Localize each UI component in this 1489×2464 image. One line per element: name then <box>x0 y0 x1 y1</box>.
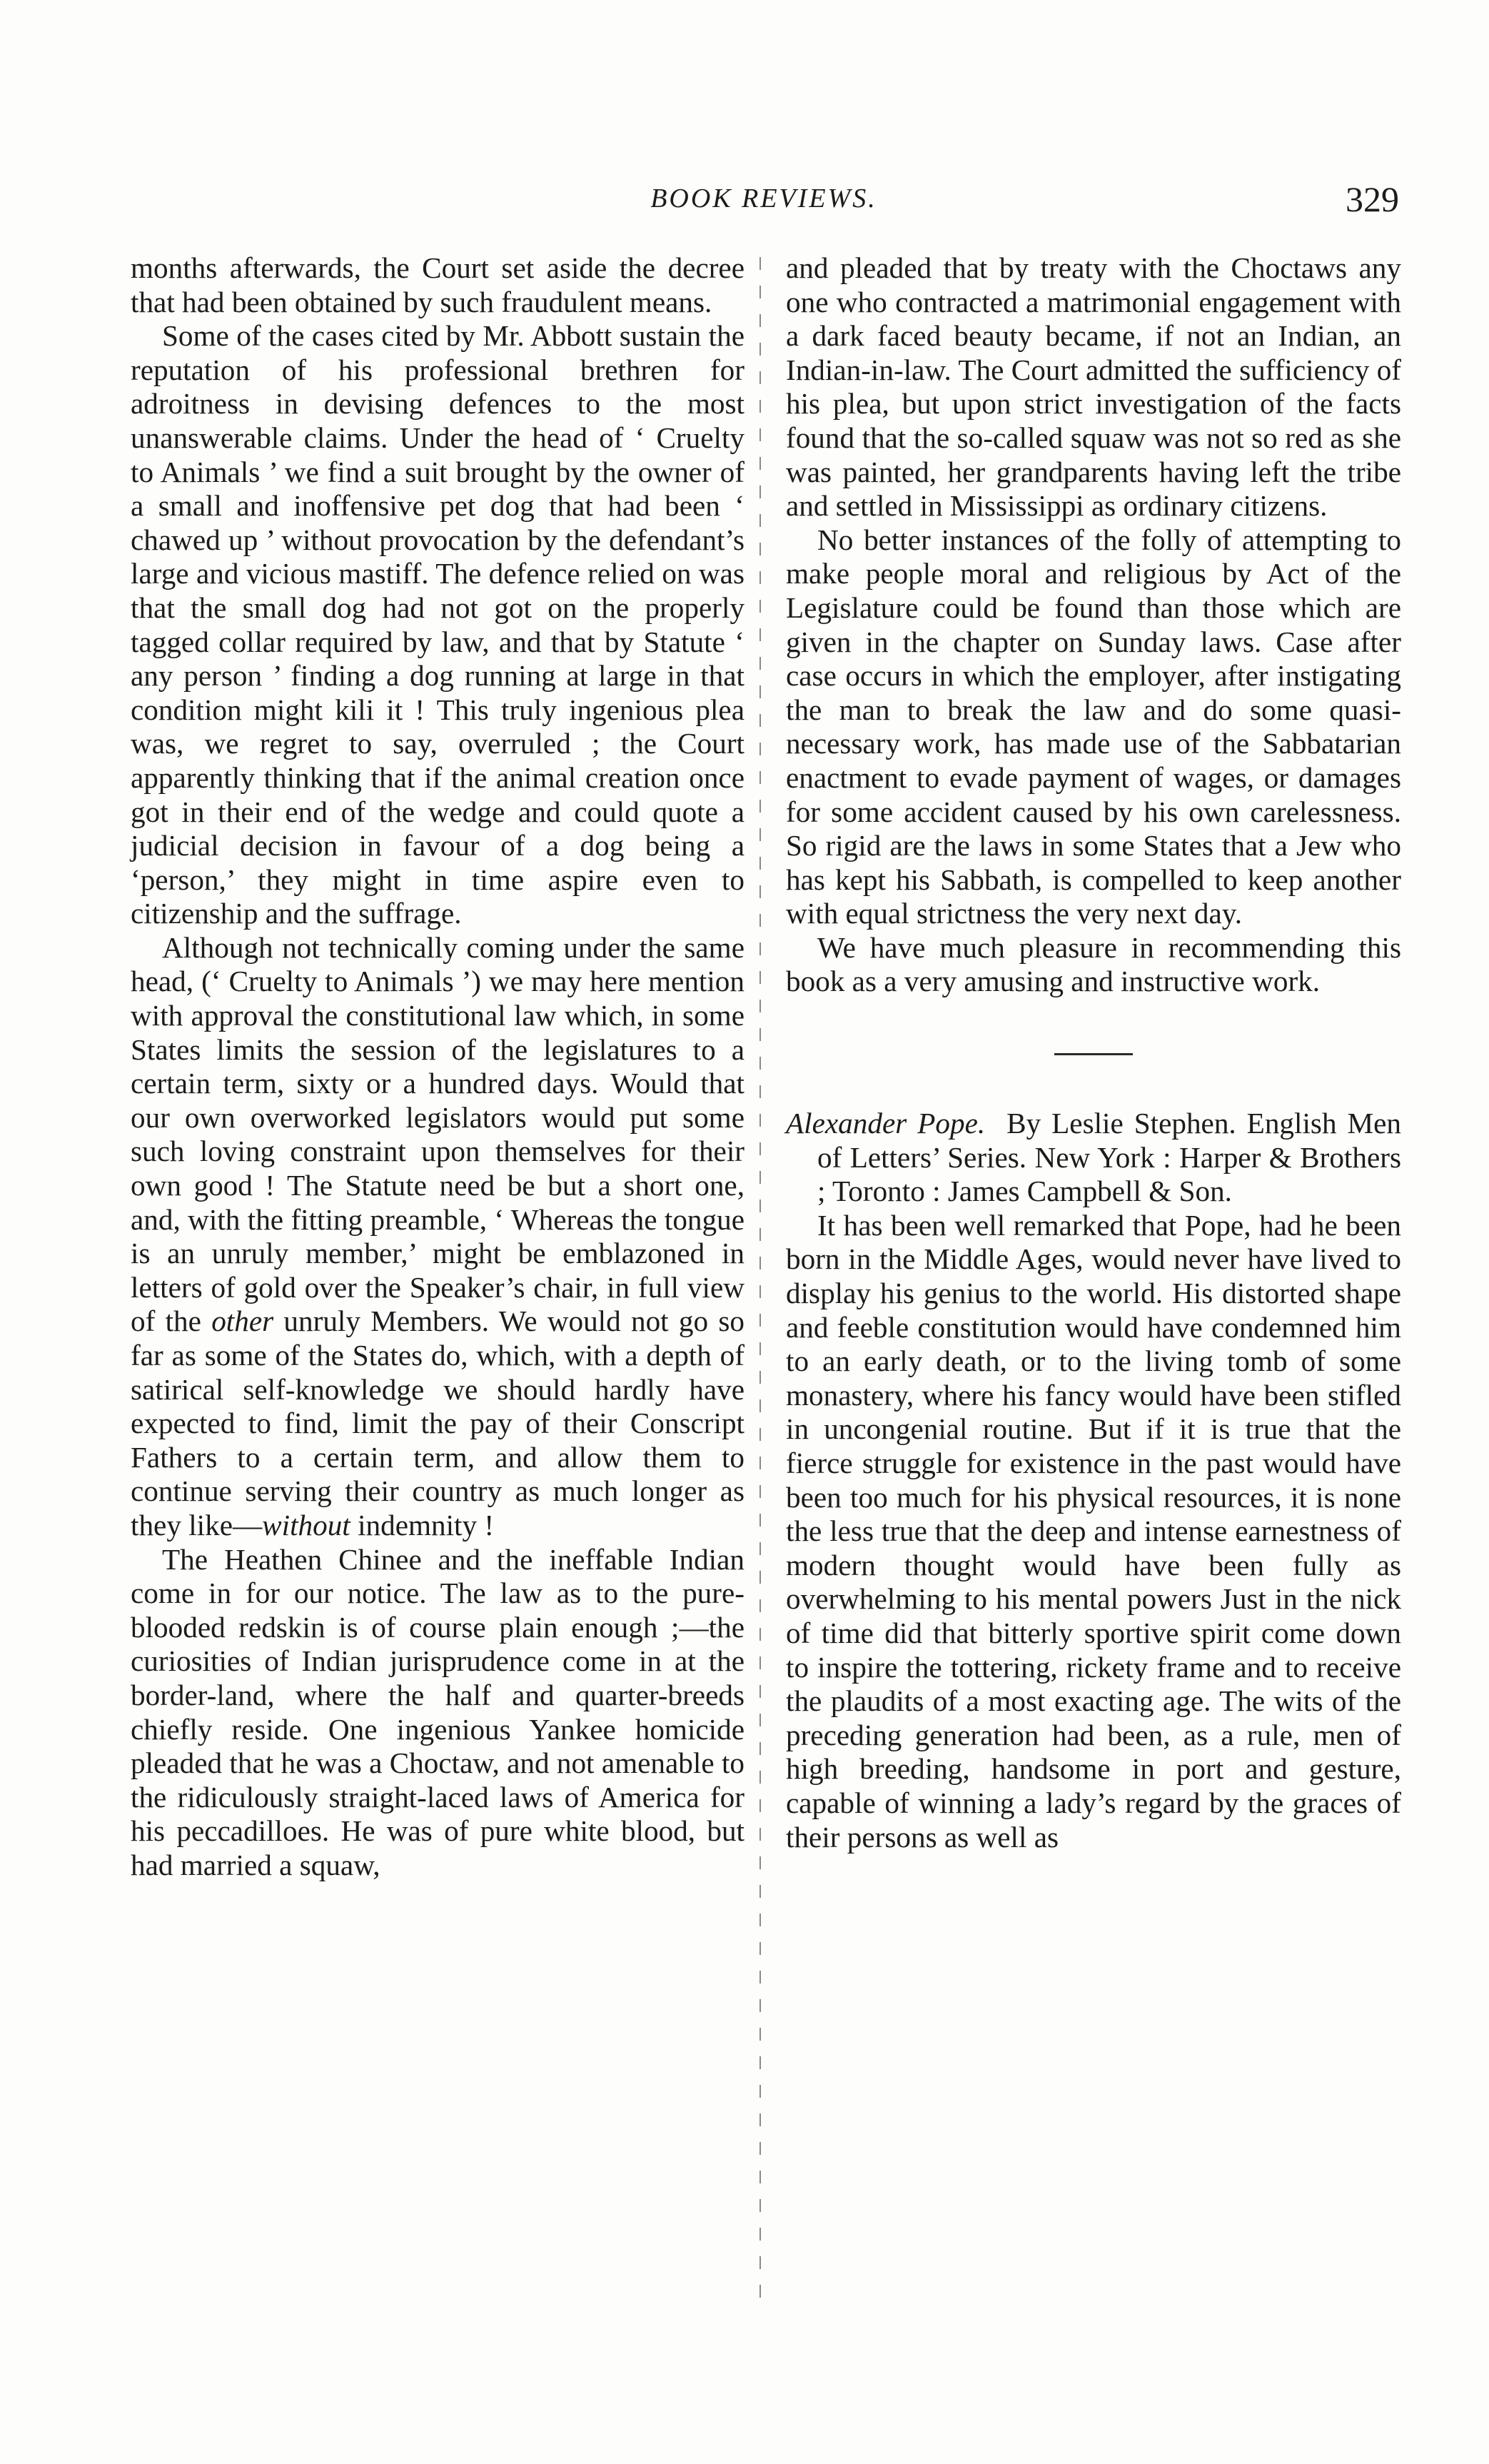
review-heading <box>786 1107 1401 1209</box>
paragraph <box>131 931 744 1543</box>
paragraph-text: Although not technically coming under the same head, (‘ Cruelty to Animals ’) we may here mention with approval the constitutional law which, in some States limits the session of the legislatures to a certain term, sixty or a hundred days. Would that our own overworked legislators would put some such loving constraint upon themselves for their own good ! The Statute need be but a short one, and, with the fitting preamble, ‘ Whereas the tongue is an unruly member,’ might be emblazoned in letters of gold over the Speaker’s chair, in full view of the <box>131 930 744 1338</box>
paragraph: Some of the cases cited by Mr. Abbott sustain the reputation of his professional brethren for adroitness in devising defences to the most unanswerable claims. Under the head of ‘ Cruelty to Animals ’ we find a suit brought by the owner of a small and inoffensive pet dog that had been ‘ chawed up ’ without provocation by the defendant’s large and vicious mastiff. The defence relied on was that the small dog had not got on the properly tagged collar required by law, and that by Statute ‘ any person ’ finding a dog running at large in that condition might kili it ! This truly ingenious plea was, we regret to say, overruled ; the Court apparently thinking that if the animal creation once got in their end of the wedge and could quote a judicial decision in favour of a dog being a ‘person,’ they might in time aspire even to citizenship and the suffrage. <box>131 319 744 930</box>
review-book-details: By Leslie Stephen. English Men of Letters’ Series. New York : Harper & Brothers ; Toronto : James Campbell & Son. <box>817 1107 1402 1208</box>
paragraph: The Heathen Chinee and the ineffable Indian come in for our notice. The law as to the pure-blooded redskin is of course plain enough ;—the curiosities of Indian jurisprudence come in at the border-land, where the half and quarter-breeds chiefly reside. One ingenious Yankee homicide pleaded that he was a Choctaw, and not amenable to the ridiculously straight-laced laws of America for his peccadilloes. He was of pure white blood, but had married a squaw, <box>131 1542 744 1881</box>
running-head <box>128 178 1399 228</box>
paragraph: We have much pleasure in recommending this book as a very amusing and instructive work. <box>786 930 1401 998</box>
column-rule <box>759 257 761 2299</box>
paragraph: months afterwards, the Court set aside the decree that had been obtained by such fraudulent means. <box>131 251 744 318</box>
review-book-title: Alexander Pope. <box>786 1107 986 1140</box>
paragraph: No better instances of the folly of attempting to make people moral and religious by Act of the Legislature could be found than those which are given in the chapter on Sunday laws. Case after case occurs in which the employer, after instigating the man to break the law and do some quasi-necessary work, has made use of the Sabbatarian enactment to evade payment of wages, or damages for some accident caused by his own carelessness. So rigid are the laws in some States that a Jew who has kept his Sabbath, is compelled to keep another with equal strictness the very next day. <box>786 523 1401 930</box>
paragraph-text: indemnity ! <box>358 1508 495 1542</box>
page-number: 329 <box>1346 179 1399 219</box>
emphasis-word: other <box>211 1304 274 1338</box>
paragraph: and pleaded that by treaty with the Choctaws any one who contracted a matrimonial engagement with a dark faced beauty became, if not an Indian, an Indian-in-law. The Court admitted the sufficiency of his plea, but upon strict investigation of the facts found that the so-called squaw was not so red as she was painted, her grandparents having left the tribe and settled in Mississippi as ordinary citizens. <box>786 251 1401 523</box>
running-title: BOOK REVIEWS. <box>650 183 877 213</box>
emphasis-word: without <box>262 1508 350 1542</box>
paragraph: It has been well remarked that Pope, had he been born in the Middle Ages, would never have lived to display his genius to the world. His distorted shape and feeble constitution would have condemned him to an early death, or to the living tomb of some monastery, where his fancy would have been stifled in uncongenial routine. But if it is true that the fierce struggle for existence in the past would have been too much for his physical resources, it is none the less true that the deep and intense earnestness of modern thought would have been fully as overwhelming to his mental powers Just in the nick of time did that bitterly sportive spirit come down to inspire the tottering, rickety frame and to receive the plaudits of a most exacting age. The wits of the preceding generation had been, as a rule, men of high breeding, handsome in port and gesture, capable of winning a lady’s regard by the graces of their persons as well as <box>786 1208 1401 1854</box>
paragraph-text: unruly Members. We would not go so far as some of the States do, which, with a depth of satirical self-knowledge we should hardly have expected to find, limit the pay of their Conscript Fathers to a certain term, and allow them to continue serving their country as much longer as they like— <box>131 1304 744 1542</box>
left-column <box>131 251 744 1883</box>
right-column <box>786 251 1401 1854</box>
section-divider <box>1054 1053 1133 1055</box>
